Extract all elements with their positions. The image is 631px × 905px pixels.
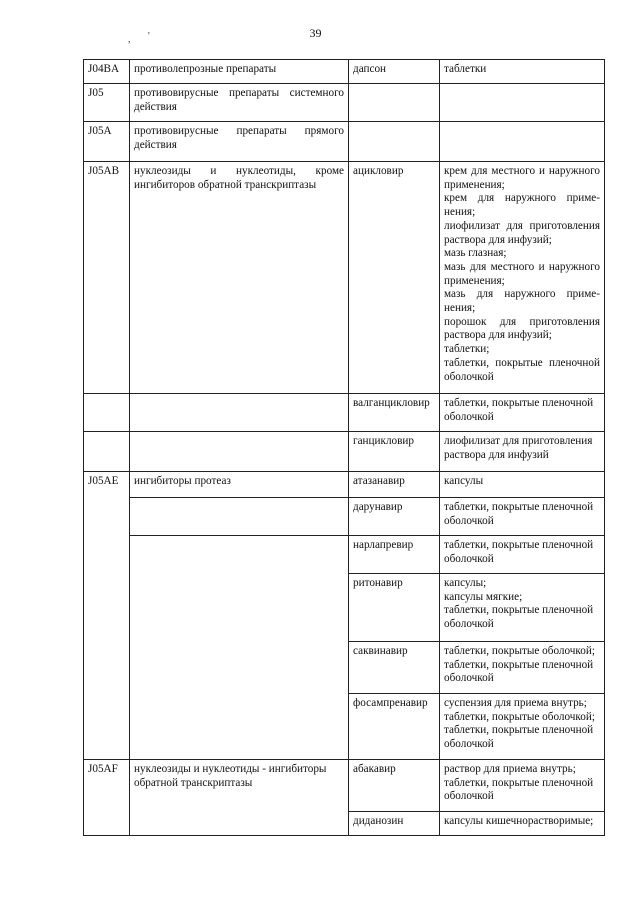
- atc-code-cell: [84, 432, 130, 472]
- dosage-form: таблетки, покрытые пленочной оболочкой: [444, 604, 594, 631]
- atc-code-cell: J05AE: [84, 472, 130, 760]
- atc-code-cell: J04BA: [84, 60, 130, 84]
- drug-name-cell: саквинавир: [349, 642, 440, 694]
- drug-name-cell: дапсон: [349, 60, 440, 84]
- dosage-form: крем для наружного приме-нения;: [444, 192, 600, 219]
- table-row: [84, 162, 605, 394]
- group-name-cell: нуклеозиды и нуклеотиды, кроме ингибиторов обратной транскриптазы: [130, 162, 349, 394]
- dosage-forms-cell: [440, 60, 605, 84]
- dosage-form: мазь для наружного приме-нения;: [444, 288, 600, 315]
- drug-name-cell: фосампренавир: [349, 694, 440, 760]
- group-name-cell: [130, 432, 349, 472]
- dosage-forms-cell: [440, 162, 605, 394]
- dosage-form: таблетки, покрытые оболочкой;: [444, 645, 595, 657]
- dosage-forms-cell: [440, 760, 605, 812]
- dosage-form: таблетки, покрытые оболочкой;: [444, 710, 595, 723]
- table-row: [84, 60, 605, 84]
- drug-name-cell: атазанавир: [349, 472, 440, 498]
- drug-name-cell: валганцикловир: [349, 394, 440, 432]
- dosage-form: капсулы кишечнорастворимые;: [444, 815, 594, 827]
- atc-code-cell: J05AF: [84, 760, 130, 836]
- dosage-forms-cell: [440, 122, 605, 162]
- dosage-forms-cell: [440, 84, 605, 122]
- dosage-forms-cell: [440, 536, 605, 574]
- dosage-form: таблетки, покрытые пленочной оболочкой: [444, 397, 594, 423]
- drug-name-cell: ацикловир: [349, 162, 440, 394]
- atc-code-cell: J05: [84, 84, 130, 122]
- dosage-form: капсулы;: [444, 577, 487, 589]
- dosage-form: суспензия для приема внутрь;: [444, 697, 587, 709]
- table-row: [84, 536, 605, 574]
- dosage-forms-cell: [440, 472, 605, 498]
- group-name-cell: [130, 498, 349, 536]
- dosage-form: таблетки, покрытые пленочной оболочкой: [444, 501, 594, 527]
- dosage-form: лиофилизат для приготовления раствора для инфузий: [444, 435, 593, 461]
- dosage-forms-cell: [440, 642, 605, 694]
- dosage-form: мазь для местного и наружного применения;: [444, 260, 600, 287]
- dosage-forms-cell: [440, 432, 605, 472]
- dosage-forms-cell: [440, 812, 605, 836]
- drug-name-cell: нарлапревир: [349, 536, 440, 574]
- group-name-cell: противовирусные препараты прямого действия: [130, 122, 349, 162]
- table-row: [84, 394, 605, 432]
- drug-name-cell: ганцикловир: [349, 432, 440, 472]
- dosage-form: таблетки, покрытые пленочной оболочкой: [444, 356, 600, 383]
- page-number: 39: [309, 26, 322, 40]
- dosage-form: лиофилизат для приготовления раствора для инфузий;: [444, 219, 600, 246]
- dosage-forms-cell: [440, 694, 605, 760]
- dosage-forms-cell: [440, 394, 605, 432]
- group-name-cell: ингибиторы протеаз: [130, 472, 349, 498]
- dosage-form: раствор для приема внутрь;: [444, 763, 576, 775]
- drug-name-cell: диданозин: [349, 812, 440, 836]
- table-row: [84, 472, 605, 498]
- table-row: [84, 122, 605, 162]
- atc-code-cell: [84, 394, 130, 432]
- dosage-form: порошок для приготовления раствора для инфузий;: [444, 315, 600, 342]
- drug-name-cell: ритонавир: [349, 574, 440, 642]
- dosage-form: таблетки, покрытые пленочной оболочкой: [444, 539, 594, 565]
- dosage-form: таблетки, покрытые пленочной оболочкой: [444, 724, 594, 751]
- dosage-form: мазь глазная;: [444, 247, 507, 260]
- dosage-form: капсулы мягкие;: [444, 590, 523, 603]
- atc-code-cell: J05AB: [84, 162, 130, 394]
- dosage-form: таблетки;: [444, 343, 490, 356]
- table-row: [84, 498, 605, 536]
- table-row: [84, 84, 605, 122]
- drug-name-cell: [349, 84, 440, 122]
- group-name-cell: противовирусные препараты системного действия: [130, 84, 349, 122]
- dosage-forms-cell: [440, 498, 605, 536]
- dosage-form: крем для местного и наружного применения;: [444, 165, 600, 191]
- drug-name-cell: абакавир: [349, 760, 440, 812]
- table-row: [84, 432, 605, 472]
- group-name-cell: нуклеозиды и нуклеотиды - ингибиторы обратной транскриптазы: [130, 760, 349, 836]
- group-name-cell: противолепрозные препараты: [130, 60, 349, 84]
- table-row: [84, 760, 605, 812]
- dosage-form: таблетки, покрытые пленочной оболочкой: [444, 776, 594, 803]
- drug-name-cell: [349, 122, 440, 162]
- atc-code-cell: J05A: [84, 122, 130, 162]
- scan-mark: ': [148, 31, 150, 42]
- group-name-cell: [130, 394, 349, 432]
- drug-name-cell: дарунавир: [349, 498, 440, 536]
- dosage-form: капсулы: [444, 475, 484, 487]
- group-name-cell: [130, 536, 349, 760]
- dosage-forms-cell: [440, 574, 605, 642]
- dosage-form: таблетки, покрытые пленочной оболочкой: [444, 658, 594, 685]
- scan-mark: ,: [128, 34, 131, 45]
- drug-classification-table: [83, 59, 605, 836]
- dosage-form: таблетки: [444, 63, 487, 75]
